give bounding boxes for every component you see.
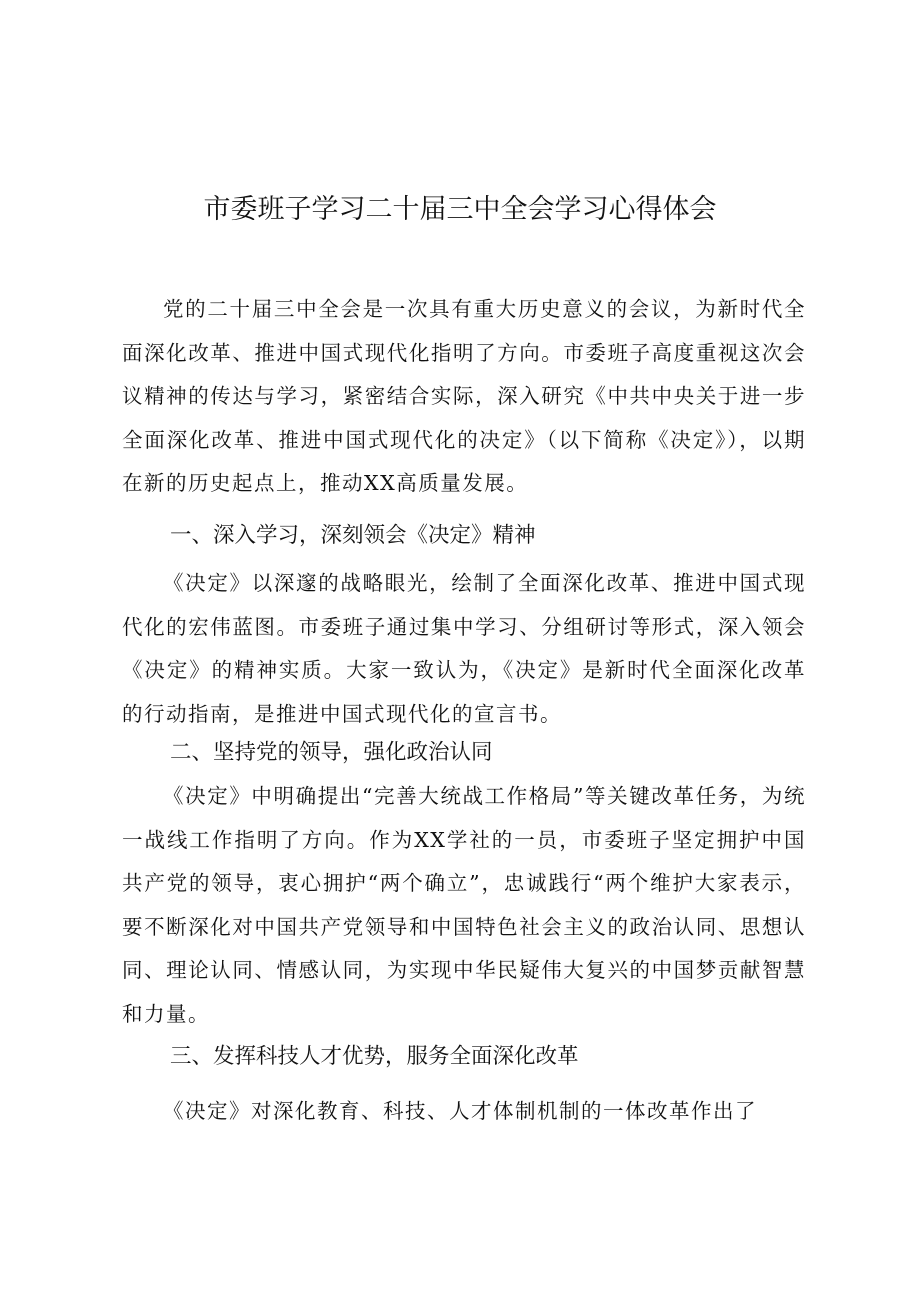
intro-paragraph: 党的二十届三中全会是一次具有重大历史意义的会议，为新时代全面深化改革、推进中国式现代化指明了方向。市委班子高度重视这次会议精神的传达与学习，紧密结合实际，深入研究《中共中央关于进一步全面深化改革、推进中国式现代化的决定》（以下简称《决定》），以期在新的历史起点上，推动XX高质量发展。 <box>122 297 806 495</box>
section-body-3: 《决定》对深化教育、科技、人才体制机制的一体改革作出了 <box>163 1099 757 1123</box>
section-heading-3: 三、发挥科技人才优势，服务全面深化改革 <box>170 1044 579 1069</box>
section-heading-2: 二、坚持党的领导，强化政治认同 <box>170 740 493 765</box>
document-title: 市委班子学习二十届三中全会学习心得体会 <box>203 194 717 225</box>
section-body-2: 《决定》中明确提出“完善大统战工作格局”等关键改革任务，为统一战线工作指明了方向。作为XX学社的一员，市委班子坚定拥护中国共产党的领导，衷心拥护“两个确立”，忠诚践行“两个维护大家表示，要不断深化对中国共产党领导和中国特色社会主义的政治认同、思想认同、理论认同、情感认同，为实现中华民疑伟大复兴的中国梦贡献智慧和力量。 <box>122 784 806 1026</box>
section-body-1: 《决定》以深邃的战略眼光，绘制了全面深化改革、推进中国式现代化的宏伟蓝图。市委班子通过集中学习、分组研讨等形式，深入领会《决定》的精神实质。大家一致认为，《决定》是新时代全面深化改革的行动指南，是推进中国式现代化的宣言书。 <box>122 571 806 726</box>
section-heading-1: 一、深入学习，深刻领会《决定》精神 <box>170 523 536 548</box>
